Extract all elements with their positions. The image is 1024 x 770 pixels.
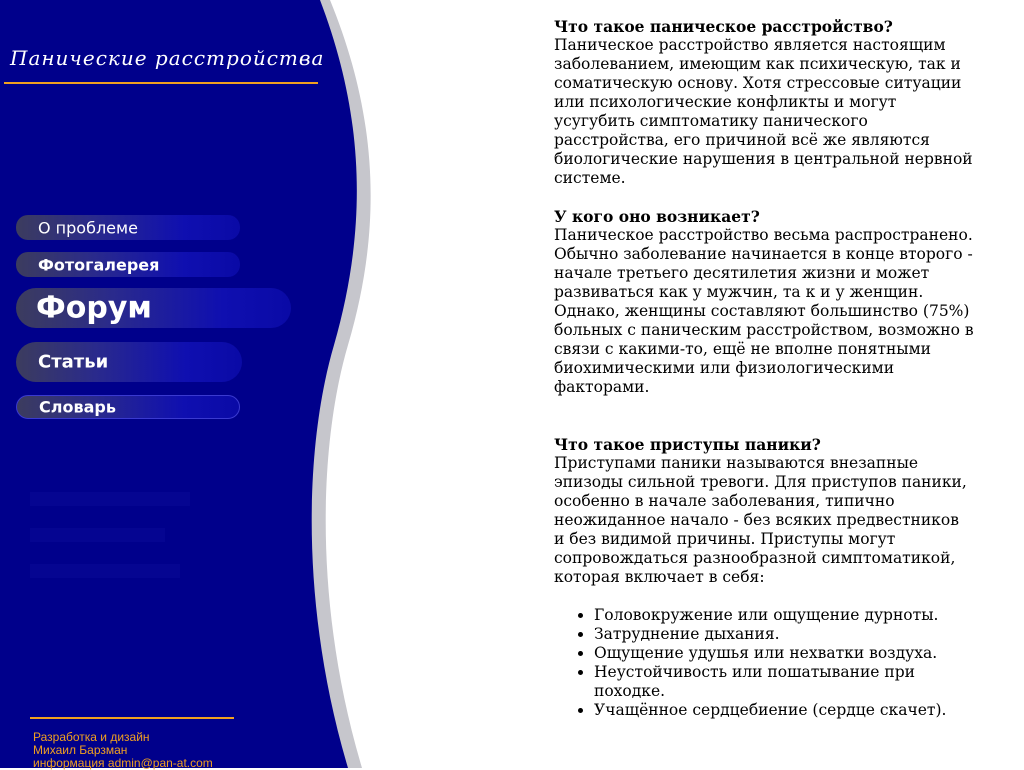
section-heading: Что такое приступы паники? <box>554 435 821 454</box>
footer-info-label: информация <box>33 756 105 770</box>
nav-button-glossary[interactable] <box>16 395 240 419</box>
nav-button-about[interactable] <box>16 215 240 240</box>
spacer <box>554 416 974 435</box>
section-what-is-panic-disorder <box>554 17 974 188</box>
nav-button-forum[interactable] <box>16 288 291 328</box>
nav-label-gallery: Фотогалерея <box>38 255 160 274</box>
section-who-gets-it <box>554 207 974 397</box>
nav-label-forum: Форум <box>36 290 152 326</box>
nav-button-gallery[interactable] <box>16 252 240 277</box>
list-item: • Неустойчивость или пошатывание при походке. <box>594 663 974 701</box>
nav-button-articles[interactable] <box>16 342 242 382</box>
footer-author: Михаил Барзман <box>33 743 128 757</box>
section-text: Паническое расстройство является настоящим заболеванием, имеющим как психическую, так и соматическую основу. Хотя стрессовые ситуации или психологические конфликты и могут усугубить симптоматику панического расстройства, его причиной всё же являются биологические нарушения в центральной нервной системе. <box>554 36 973 187</box>
footer-contact <box>33 757 213 770</box>
section-heading: Что такое паническое расстройство? <box>554 17 893 36</box>
faded-line <box>30 528 165 542</box>
nav-label-articles: Статьи <box>38 351 109 373</box>
main-content <box>554 17 974 739</box>
faded-line <box>30 492 190 506</box>
section-text: Приступами паники называются внезапные эпизоды сильной тревоги. Для приступов паники, особенно в начале заболевания, типично неожиданное начало - без всяких предвестников и без видимой причины. Приступы могут сопровождаться разнообразной симптоматикой, которая включает в себя: <box>554 454 967 586</box>
sidebar-panel <box>0 0 357 768</box>
section-heading: У кого оно возникает? <box>554 207 760 226</box>
list-item: • Головокружение или ощущение дурноты. <box>594 606 974 625</box>
faded-line <box>30 564 180 578</box>
section-text: Паническое расстройство весьма распространено. Обычно заболевание начинается в конце второго - начале третьего десятилетия жизни и может развиваться как у мужчин, та к и у женщин. Однако, женщины составляют большинство (75%) больных с паническим расстройством, возможно в связи с какими-то, ещё не вполне понятными биохимическими или физиологическими факторами. <box>554 226 974 396</box>
nav-label-about: О проблеме <box>38 218 138 237</box>
symptom-list <box>554 606 974 720</box>
list-item: • Учащённое сердцебиение (сердце скачет). <box>594 701 974 720</box>
footer-line-design: Разработка и дизайн <box>33 730 150 744</box>
footer-credits <box>33 731 213 770</box>
list-item: • Затруднение дыхания. <box>594 625 974 644</box>
footer-email-link[interactable]: admin@pan-at.com <box>107 756 213 770</box>
sidebar-faded-decoration <box>30 492 220 600</box>
footer-divider <box>30 717 234 719</box>
site-title: Панические расстройства <box>10 46 325 70</box>
nav-label-glossary: Словарь <box>39 397 116 417</box>
list-item: • Ощущение удушья или нехватки воздуха. <box>594 644 974 663</box>
section-panic-attacks <box>554 435 974 720</box>
title-divider <box>4 82 318 84</box>
sidebar-background <box>0 0 380 768</box>
